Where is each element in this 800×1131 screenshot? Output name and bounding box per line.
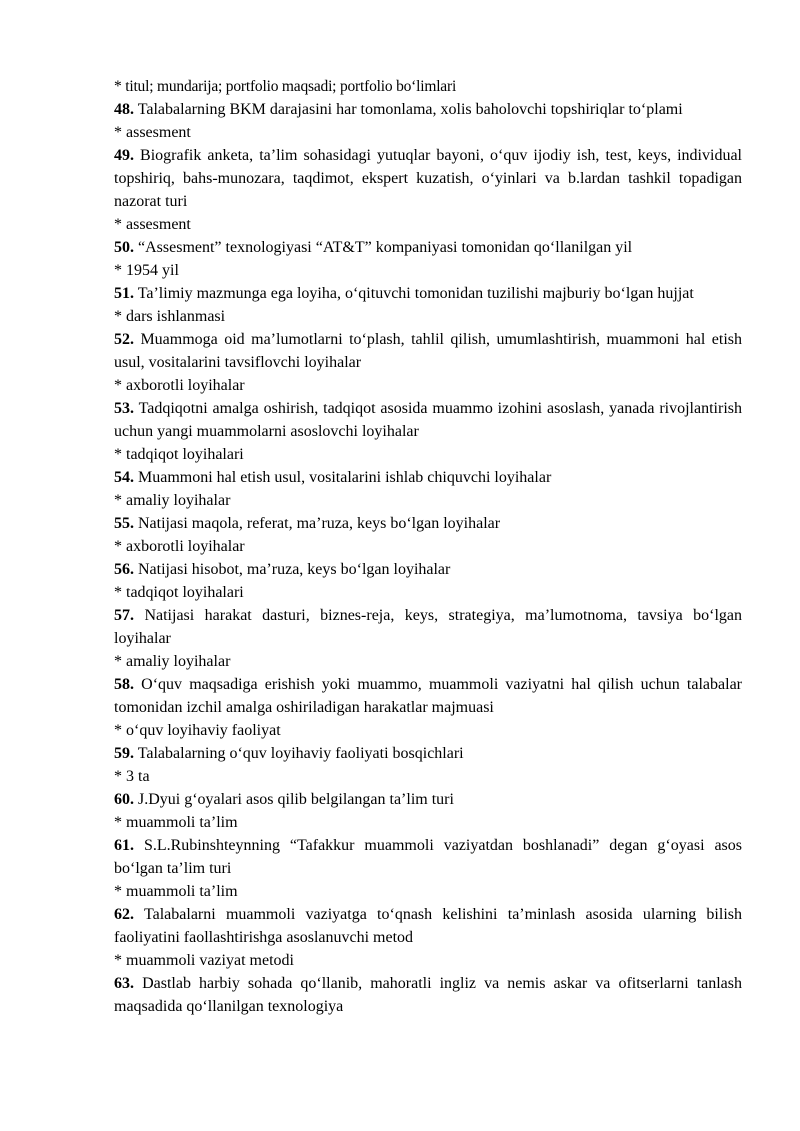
question-number: 55. <box>114 515 134 532</box>
answer-text: * muammoli vaziyat metodi <box>114 952 294 969</box>
question-number: 54. <box>114 469 134 486</box>
question-body: Natijasi hisobot, ma’ruza, keys bo‘lgan loyihalar <box>138 561 451 578</box>
answer-text: * tadqiqot loyihalari <box>114 584 244 601</box>
answer-text: * 3 ta <box>114 768 150 785</box>
question-body: Tadqiqotni amalga oshirish, tadqiqot asosida muammo izohini asoslash, yanada rivojlantirish uchun yangi muammolarni asoslovchi loyihalar <box>114 400 742 440</box>
question-text <box>114 144 742 213</box>
question-body: Talabalarning o‘quv loyihaviy faoliyati bosqichlari <box>137 745 464 762</box>
question-text <box>114 834 742 880</box>
answer-text: * axborotli loyihalar <box>114 377 245 394</box>
answer-text: * muammoli ta’lim <box>114 883 238 900</box>
question-number: 58. <box>114 676 134 693</box>
question-number: 60. <box>114 791 134 808</box>
question-body: Biografik anketa, ta’lim sohasidagi yutuqlar bayoni, o‘quv ijodiy ish, test, keys, individual topshiriq, bahs-munozara, taqdimot, ekspert kuzatish, o‘yinlari va b.lardan tashkil topadigan nazorat turi <box>114 147 742 210</box>
question-number: 49. <box>114 147 134 164</box>
question-text <box>114 512 742 535</box>
question-text <box>114 972 742 1018</box>
answer-text: * amaliy loyihalar <box>114 492 231 509</box>
answer-text: * axborotli loyihalar <box>114 538 245 555</box>
answer-text: * muammoli ta’lim <box>114 814 238 831</box>
question-text <box>114 466 742 489</box>
question-body: Natijasi harakat dasturi, biznes-reja, keys, strategiya, ma’lumotnoma, tavsiya bo‘lgan loyihalar <box>114 607 743 647</box>
question-body: Dastlab harbiy sohada qo‘llanib, mahoratli ingliz va nemis askar va ofitserlarni tanlash maqsadida qo‘llanilgan texnologiya <box>114 975 743 1015</box>
question-body: Talabalarni muammoli vaziyatga to‘qnash kelishini ta’minlash asosida ularning bilish faoliyatini faollashtirishga asoslanuvchi metod <box>114 906 742 946</box>
question-body: “Assesment” texnologiyasi “AT&T” kompaniyasi tomonidan qo‘llanilgan yil <box>138 239 633 256</box>
document-page <box>114 75 742 1018</box>
question-text <box>114 397 742 443</box>
question-body: Ta’limiy mazmunga ega loyiha, o‘qituvchi tomonidan tuzilishi majburiy bo‘lgan hujjat <box>137 285 694 302</box>
question-body: Muammoga oid ma’lumotlarni to‘plash, tahlil qilish, umumlashtirish, muammoni hal etish usul, vositalarini tavsiflovchi loyihalar <box>114 331 742 371</box>
question-number: 57. <box>114 607 134 624</box>
question-text <box>114 903 742 949</box>
question-text <box>114 788 742 811</box>
question-body: Talabalarning BKM darajasini har tomonlama, xolis baholovchi topshiriqlar to‘plami <box>137 101 683 118</box>
answer-text: * 1954 yil <box>114 262 179 279</box>
answer-text: * amaliy loyihalar <box>114 653 231 670</box>
question-body: S.L.Rubinshteynning “Tafakkur muammoli vaziyatdan boshlanadi” degan g‘oyasi asos bo‘lgan ta’lim turi <box>114 837 743 877</box>
question-text <box>114 558 742 581</box>
question-body: O‘quv maqsadiga erishish yoki muammo, muammoli vaziyatni hal qilish uchun talabalar tomonidan izchil amalga oshiriladigan harakatlar majmuasi <box>114 676 743 716</box>
question-number: 62. <box>114 906 134 923</box>
question-text <box>114 328 742 374</box>
question-list <box>114 98 742 1018</box>
answer-text: * tadqiqot loyihalari <box>114 446 244 463</box>
answer-text: * dars ishlanmasi <box>114 308 226 325</box>
question-text <box>114 98 742 121</box>
question-number: 51. <box>114 285 134 302</box>
question-text <box>114 673 742 719</box>
question-number: 52. <box>114 331 134 348</box>
question-number: 50. <box>114 239 134 256</box>
question-number: 61. <box>114 837 134 854</box>
question-number: 59. <box>114 745 134 762</box>
question-body: J.Dyui g‘oyalari asos qilib belgilangan ta’lim turi <box>138 791 454 808</box>
question-body: Muammoni hal etish usul, vositalarini ishlab chiquvchi loyihalar <box>138 469 552 486</box>
question-body: Natijasi maqola, referat, ma’ruza, keys bo‘lgan loyihalar <box>138 515 501 532</box>
answer-text: * o‘quv loyihaviy faoliyat <box>114 722 281 739</box>
question-text <box>114 604 742 650</box>
answer-text: * assesment <box>114 124 191 141</box>
question-number: 63. <box>114 975 134 992</box>
question-text <box>114 236 742 259</box>
question-number: 53. <box>114 400 134 417</box>
question-text <box>114 742 742 765</box>
question-number: 48. <box>114 101 134 118</box>
answer-text: * assesment <box>114 216 191 233</box>
question-text <box>114 282 742 305</box>
intro-answer: * titul; mundarija; portfolio maqsadi; portfolio bo‘limlari <box>114 78 457 95</box>
question-number: 56. <box>114 561 134 578</box>
